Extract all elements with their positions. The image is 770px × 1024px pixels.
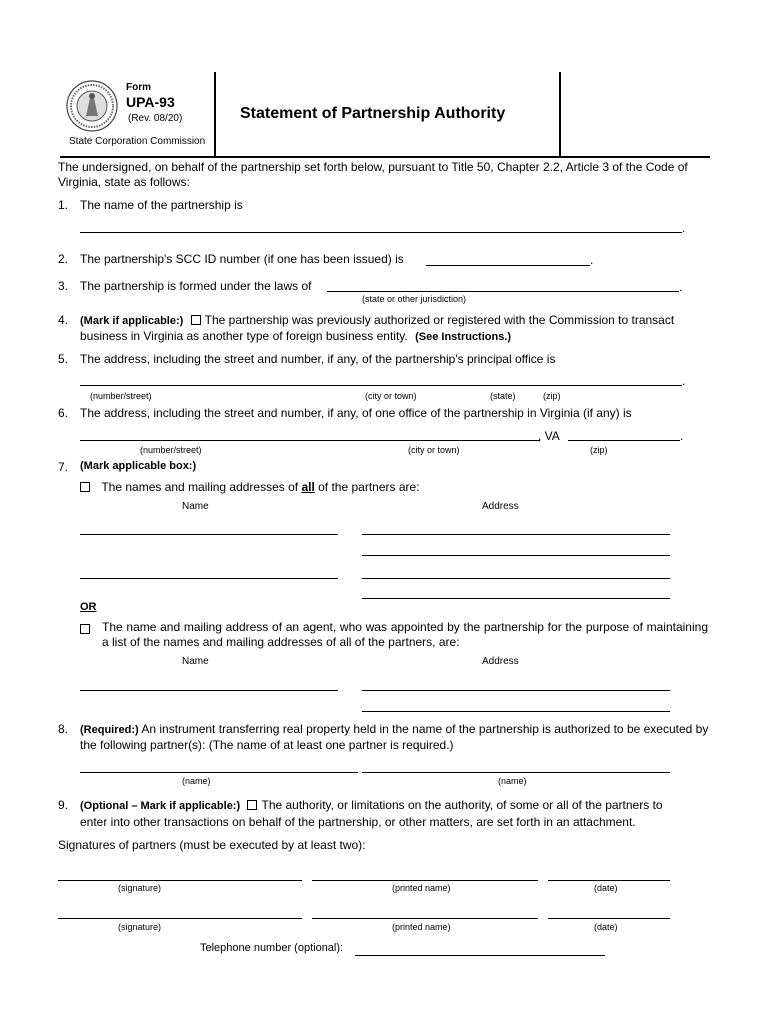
signature-line[interactable] <box>58 918 302 919</box>
principal-office-line[interactable] <box>80 385 682 386</box>
printed-name-line[interactable] <box>312 918 538 919</box>
name-sublabel: (name) <box>498 776 527 786</box>
jurisdiction-sublabel: (state or other jurisdiction) <box>362 294 467 304</box>
item-9-text-cont: enter into other transactions on behalf of the partnership, or other matters, are set forth in an attachment. <box>80 815 636 829</box>
partner-name-line[interactable] <box>80 534 338 535</box>
agent-name-line[interactable] <box>80 690 338 691</box>
item-number: 2. <box>58 252 69 266</box>
va-label: , VA <box>538 429 560 443</box>
item-number: 7. <box>58 460 69 474</box>
partner-address-line[interactable] <box>362 555 670 556</box>
agency-name: State Corporation Commission <box>69 136 206 147</box>
authorized-partner-line[interactable] <box>362 772 670 773</box>
commonwealth-seal-icon <box>66 80 118 132</box>
or-separator: OR <box>80 601 97 613</box>
item-number: 1. <box>58 198 69 212</box>
item-6-label: The address, including the street and number, if any, of one office of the partnership in Virginia (if any) is <box>80 406 632 420</box>
item-5-label: The address, including the street and number, if any, of the partnership's principal office is <box>80 352 556 366</box>
partnership-name-line[interactable] <box>80 232 682 233</box>
partner-name-line[interactable] <box>80 578 338 579</box>
address-column-header: Address <box>482 656 519 667</box>
all-partners-text-b: of the partners are: <box>314 480 420 494</box>
zip-sublabel: (zip) <box>590 445 608 455</box>
name-sublabel: (name) <box>182 776 211 786</box>
name-column-header: Name <box>182 501 209 512</box>
item-8-body: An instrument transferring real property held in the name of the partnership is authorized to be executed by the following partner(s): (The name of at least one partner is required.) <box>80 722 709 752</box>
item-8-text <box>80 722 710 753</box>
required-label: (Required:) <box>80 724 139 736</box>
item-number: 3. <box>58 279 69 293</box>
page-title: Statement of Partnership Authority <box>240 105 506 122</box>
signatures-heading: Signatures of partners (must be executed by at least two): <box>58 838 366 852</box>
jurisdiction-line[interactable] <box>327 291 679 292</box>
header-divider-right <box>559 72 561 158</box>
all-emphasis: all <box>301 480 315 494</box>
all-partners-checkbox[interactable] <box>80 482 90 492</box>
city-sublabel: (city or town) <box>365 391 417 401</box>
agent-address-line[interactable] <box>362 690 670 691</box>
signature-sublabel: (signature) <box>118 922 162 932</box>
scc-id-line[interactable] <box>426 265 590 266</box>
date-sublabel: (date) <box>594 883 618 893</box>
name-column-header: Name <box>182 656 209 667</box>
intro-text: The undersigned, on behalf of the partnership set forth below, pursuant to Title 50, Chapter 2.2, Article 3 of the Code of Virginia, state as follows: <box>58 160 688 189</box>
zip-sublabel: (zip) <box>543 391 561 401</box>
printed-name-line[interactable] <box>312 880 538 881</box>
agent-checkbox[interactable] <box>80 624 90 634</box>
signature-line[interactable] <box>58 880 302 881</box>
printed-name-sublabel: (printed name) <box>392 883 451 893</box>
partner-address-line[interactable] <box>362 578 670 579</box>
agent-address-line[interactable] <box>362 711 670 712</box>
virginia-office-line[interactable] <box>80 440 540 441</box>
item-1-label: The name of the partnership is <box>80 198 243 212</box>
revision-date: (Rev. 08/20) <box>128 113 183 124</box>
telephone-label: Telephone number (optional): <box>200 942 344 954</box>
date-line[interactable] <box>548 918 670 919</box>
address-column-header: Address <box>482 501 519 512</box>
item-9-text: The authority, or limitations on the authority, of some or all of the partners to <box>261 798 663 812</box>
form-label: Form <box>126 82 151 93</box>
date-sublabel: (date) <box>594 922 618 932</box>
optional-label: (Optional – Mark if applicable:) <box>80 800 241 812</box>
header-rule <box>60 156 710 158</box>
item-number: 5. <box>58 352 69 366</box>
partner-address-line[interactable] <box>362 598 670 599</box>
item-4-text: The partnership was previously authorized or registered with the Commission to transact <box>204 313 675 327</box>
partner-address-line[interactable] <box>362 534 670 535</box>
item-number: 8. <box>58 722 69 736</box>
item-number: 4. <box>58 313 69 327</box>
header-divider-left <box>214 72 216 158</box>
item-2-label: The partnership's SCC ID number (if one has been issued) is <box>80 252 404 266</box>
state-sublabel: (state) <box>490 391 516 401</box>
item-number: 6. <box>58 406 69 420</box>
printed-name-sublabel: (printed name) <box>392 922 451 932</box>
see-instructions-note: (See Instructions.) <box>415 331 512 343</box>
item-4-checkbox[interactable] <box>191 315 201 325</box>
item-4-text-cont: business in Virginia as another type of foreign business entity. <box>80 329 408 343</box>
street-sublabel: (number/street) <box>140 445 202 455</box>
mark-if-applicable-label: (Mark if applicable:) <box>80 315 184 327</box>
item-3-label: The partnership is formed under the laws of <box>80 279 312 293</box>
city-sublabel: (city or town) <box>408 445 460 455</box>
virginia-zip-line[interactable] <box>568 440 680 441</box>
street-sublabel: (number/street) <box>90 391 152 401</box>
form-number: UPA-93 <box>126 94 175 110</box>
authorized-partner-line[interactable] <box>80 772 358 773</box>
item-number: 9. <box>58 798 69 812</box>
mark-applicable-box-label: (Mark applicable box:) <box>80 460 197 472</box>
agent-option-text: The name and mailing address of an agent, who was appointed by the partnership for the purpose of maintaining a list of the names and mailing addresses of all of the partners, are: <box>102 620 708 649</box>
date-line[interactable] <box>548 880 670 881</box>
item-9-checkbox[interactable] <box>247 800 257 810</box>
all-partners-text-a: The names and mailing addresses of <box>101 480 302 494</box>
telephone-line[interactable] <box>355 955 605 956</box>
signature-sublabel: (signature) <box>118 883 162 893</box>
